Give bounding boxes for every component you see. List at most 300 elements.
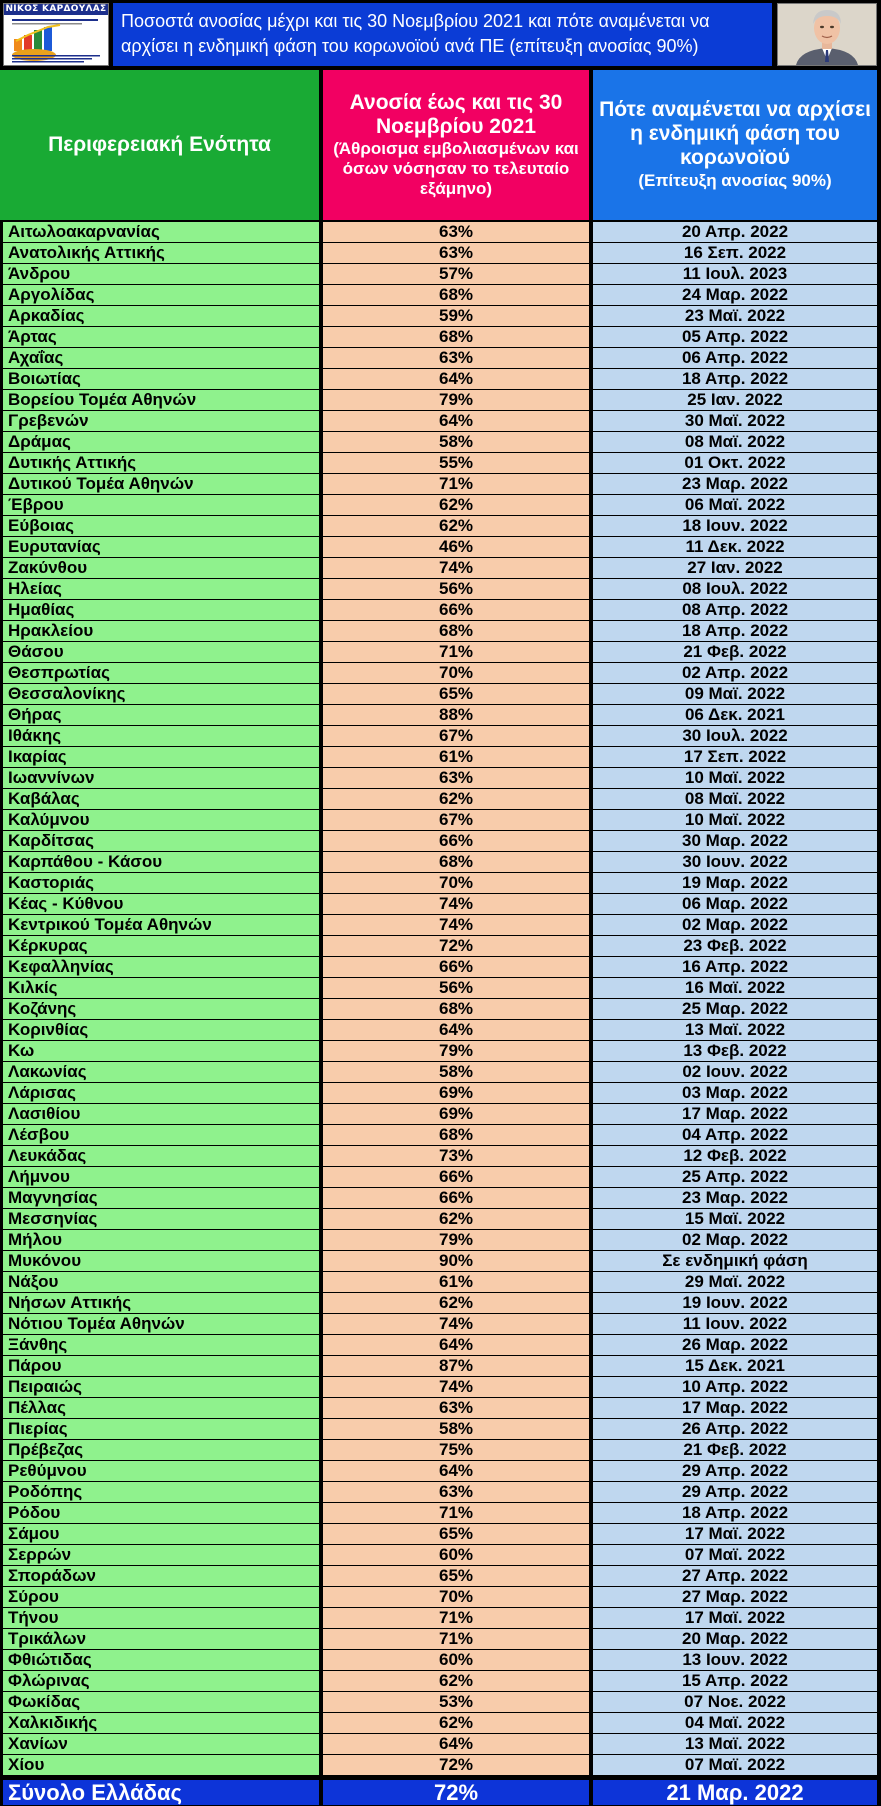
endemic-date-cell: 16 Απρ. 2022 <box>593 957 877 977</box>
immunity-cell: 63% <box>323 348 589 368</box>
region-cell: Αργολίδας <box>3 285 319 305</box>
endemic-date-cell: 20 Μαρ. 2022 <box>593 1629 877 1649</box>
endemic-date-cell: 10 Μαϊ. 2022 <box>593 768 877 788</box>
table-row <box>0 957 881 978</box>
table-row <box>0 1524 881 1545</box>
table-row <box>0 1230 881 1251</box>
logo-name: ΝΙΚΟΣ ΚΑΡΔΟΥΛΑΣ <box>5 4 107 14</box>
region-cell: Χανίων <box>3 1734 319 1754</box>
immunity-cell: 59% <box>323 306 589 326</box>
endemic-date-cell: 29 Απρ. 2022 <box>593 1482 877 1502</box>
table-row <box>0 1125 881 1146</box>
region-cell: Καβάλας <box>3 789 319 809</box>
region-cell: Άρτας <box>3 327 319 347</box>
immunity-cell: 53% <box>323 1692 589 1712</box>
endemic-date-cell: 21 Φεβ. 2022 <box>593 1440 877 1460</box>
table-row <box>0 1188 881 1209</box>
endemic-date-cell: 02 Ιουν. 2022 <box>593 1062 877 1082</box>
region-cell: Πιερίας <box>3 1419 319 1439</box>
endemic-date-cell: 07 Μαϊ. 2022 <box>593 1755 877 1775</box>
endemic-date-cell: 03 Μαρ. 2022 <box>593 1083 877 1103</box>
immunity-cell: 72% <box>323 1755 589 1775</box>
endemic-date-cell: 30 Μαϊ. 2022 <box>593 411 877 431</box>
immunity-cell: 62% <box>323 1293 589 1313</box>
table-row <box>0 1734 881 1755</box>
region-cell: Καρδίτσας <box>3 831 319 851</box>
immunity-cell: 66% <box>323 1188 589 1208</box>
endemic-date-cell: 29 Μαϊ. 2022 <box>593 1272 877 1292</box>
region-cell: Ζακύνθου <box>3 558 319 578</box>
immunity-cell: 70% <box>323 1587 589 1607</box>
endemic-date-cell: 02 Μαρ. 2022 <box>593 1230 877 1250</box>
table-row <box>0 1146 881 1167</box>
table-row <box>0 1419 881 1440</box>
endemic-date-cell: 27 Ιαν. 2022 <box>593 558 877 578</box>
immunity-cell: 69% <box>323 1083 589 1103</box>
table-row <box>0 1167 881 1188</box>
author-logo <box>3 3 109 66</box>
immunity-cell: 66% <box>323 1167 589 1187</box>
immunity-cell: 70% <box>323 663 589 683</box>
endemic-date-cell: 29 Απρ. 2022 <box>593 1461 877 1481</box>
region-cell: Λακωνίας <box>3 1062 319 1082</box>
immunity-cell: 58% <box>323 1062 589 1082</box>
immunity-cell: 65% <box>323 684 589 704</box>
logo-chart-graphic <box>4 15 108 65</box>
table-row <box>0 327 881 348</box>
table-row <box>0 1608 881 1629</box>
region-cell: Πέλλας <box>3 1398 319 1418</box>
region-cell: Ιωαννίνων <box>3 768 319 788</box>
immunity-cell: 74% <box>323 894 589 914</box>
endemic-date-cell: 08 Μαϊ. 2022 <box>593 789 877 809</box>
table-row <box>0 432 881 453</box>
table-row <box>0 621 881 642</box>
table-row <box>0 243 881 264</box>
endemic-date-cell: 15 Απρ. 2022 <box>593 1671 877 1691</box>
table-row <box>0 1545 881 1566</box>
endemic-date-cell: 17 Μαρ. 2022 <box>593 1398 877 1418</box>
region-cell: Βορείου Τομέα Αθηνών <box>3 390 319 410</box>
endemic-date-cell: 15 Δεκ. 2021 <box>593 1356 877 1376</box>
table-row <box>0 306 881 327</box>
endemic-date-cell: 08 Ιουλ. 2022 <box>593 579 877 599</box>
region-cell: Καλύμνου <box>3 810 319 830</box>
endemic-date-cell: 30 Μαρ. 2022 <box>593 831 877 851</box>
immunity-cell: 57% <box>323 264 589 284</box>
immunity-cell: 63% <box>323 1398 589 1418</box>
immunity-cell: 56% <box>323 978 589 998</box>
endemic-date-cell: 13 Φεβ. 2022 <box>593 1041 877 1061</box>
table-row <box>0 1503 881 1524</box>
table-row <box>0 1440 881 1461</box>
region-cell: Θήρας <box>3 705 319 725</box>
immunity-cell: 68% <box>323 852 589 872</box>
table-row <box>0 579 881 600</box>
immunity-cell: 73% <box>323 1146 589 1166</box>
immunity-cell: 68% <box>323 1125 589 1145</box>
immunity-cell: 63% <box>323 768 589 788</box>
region-cell: Φωκίδας <box>3 1692 319 1712</box>
endemic-date-cell: 11 Ιουλ. 2023 <box>593 264 877 284</box>
column-header-immunity <box>323 70 589 220</box>
immunity-cell: 58% <box>323 432 589 452</box>
endemic-date-cell: 05 Απρ. 2022 <box>593 327 877 347</box>
region-cell: Μυκόνου <box>3 1251 319 1271</box>
region-cell: Πρέβεζας <box>3 1440 319 1460</box>
immunity-cell: 63% <box>323 243 589 263</box>
region-cell: Φλώρινας <box>3 1671 319 1691</box>
immunity-cell: 68% <box>323 285 589 305</box>
region-cell: Αχαΐας <box>3 348 319 368</box>
endemic-date-cell: 18 Απρ. 2022 <box>593 369 877 389</box>
immunity-cell: 79% <box>323 390 589 410</box>
immunity-cell: 62% <box>323 516 589 536</box>
immunity-cell: 63% <box>323 1482 589 1502</box>
endemic-date-cell: 08 Απρ. 2022 <box>593 600 877 620</box>
immunity-cell: 69% <box>323 1104 589 1124</box>
table-row <box>0 726 881 747</box>
region-cell: Ροδόπης <box>3 1482 319 1502</box>
table-row <box>0 894 881 915</box>
endemic-date-cell: 07 Μαϊ. 2022 <box>593 1545 877 1565</box>
region-cell: Σποράδων <box>3 1566 319 1586</box>
column-header-immunity-title: Ανοσία έως και τις 30 Νοεμβρίου 2021 <box>349 91 563 138</box>
immunity-cell: 71% <box>323 642 589 662</box>
region-cell: Σάμου <box>3 1524 319 1544</box>
table-row <box>0 873 881 894</box>
region-cell: Αρκαδίας <box>3 306 319 326</box>
table-row <box>0 348 881 369</box>
table-row <box>0 1692 881 1713</box>
region-cell: Ημαθίας <box>3 600 319 620</box>
endemic-date-cell: 23 Μαρ. 2022 <box>593 1188 877 1208</box>
table-row <box>0 1293 881 1314</box>
endemic-date-cell: 30 Ιουν. 2022 <box>593 852 877 872</box>
endemic-date-cell: 26 Απρ. 2022 <box>593 1419 877 1439</box>
endemic-date-cell: 24 Μαρ. 2022 <box>593 285 877 305</box>
region-cell: Λήμνου <box>3 1167 319 1187</box>
endemic-date-cell: 02 Απρ. 2022 <box>593 663 877 683</box>
region-cell: Άνδρου <box>3 264 319 284</box>
table-row <box>0 1482 881 1503</box>
endemic-date-cell: 08 Μαϊ. 2022 <box>593 432 877 452</box>
table-row <box>0 1587 881 1608</box>
table-body <box>0 222 881 1776</box>
region-cell: Ανατολικής Αττικής <box>3 243 319 263</box>
endemic-date-cell: 16 Σεπ. 2022 <box>593 243 877 263</box>
region-cell: Γρεβενών <box>3 411 319 431</box>
endemic-date-cell: 25 Απρ. 2022 <box>593 1167 877 1187</box>
immunity-cell: 68% <box>323 621 589 641</box>
region-cell: Μήλου <box>3 1230 319 1250</box>
region-cell: Νότιου Τομέα Αθηνών <box>3 1314 319 1334</box>
immunity-cell: 67% <box>323 810 589 830</box>
table-row <box>0 285 881 306</box>
region-cell: Αιτωλοακαρνανίας <box>3 222 319 242</box>
endemic-date-cell: 12 Φεβ. 2022 <box>593 1146 877 1166</box>
endemic-date-cell: 10 Απρ. 2022 <box>593 1377 877 1397</box>
region-cell: Κέας - Κύθνου <box>3 894 319 914</box>
immunity-cell: 55% <box>323 453 589 473</box>
immunity-cell: 64% <box>323 1020 589 1040</box>
table-row <box>0 1272 881 1293</box>
region-cell: Καρπάθου - Κάσου <box>3 852 319 872</box>
endemic-date-cell: Σε ενδημική φάση <box>593 1251 877 1271</box>
immunity-cell: 62% <box>323 1671 589 1691</box>
region-cell: Ξάνθης <box>3 1335 319 1355</box>
table-row <box>0 1671 881 1692</box>
region-cell: Σύρου <box>3 1587 319 1607</box>
total-date: 21 Μαρ. 2022 <box>593 1780 877 1805</box>
table-row <box>0 1356 881 1377</box>
endemic-date-cell: 15 Μαϊ. 2022 <box>593 1209 877 1229</box>
immunity-cell: 61% <box>323 747 589 767</box>
immunity-cell: 56% <box>323 579 589 599</box>
immunity-cell: 62% <box>323 495 589 515</box>
table-row <box>0 1629 881 1650</box>
immunity-cell: 71% <box>323 1608 589 1628</box>
region-cell: Φθιώτιδας <box>3 1650 319 1670</box>
immunity-cell: 68% <box>323 999 589 1019</box>
endemic-date-cell: 19 Μαρ. 2022 <box>593 873 877 893</box>
table-row <box>0 1650 881 1671</box>
immunity-cell: 68% <box>323 327 589 347</box>
endemic-date-cell: 06 Δεκ. 2021 <box>593 705 877 725</box>
endemic-date-cell: 13 Μαϊ. 2022 <box>593 1020 877 1040</box>
immunity-cell: 62% <box>323 1209 589 1229</box>
endemic-date-cell: 18 Απρ. 2022 <box>593 621 877 641</box>
endemic-date-cell: 06 Μαϊ. 2022 <box>593 495 877 515</box>
region-cell: Ικαρίας <box>3 747 319 767</box>
immunity-cell: 61% <box>323 1272 589 1292</box>
endemic-date-cell: 30 Ιουλ. 2022 <box>593 726 877 746</box>
region-cell: Μεσσηνίας <box>3 1209 319 1229</box>
immunity-cell: 88% <box>323 705 589 725</box>
immunity-cell: 74% <box>323 1314 589 1334</box>
region-cell: Λασιθίου <box>3 1104 319 1124</box>
region-cell: Κεντρικού Τομέα Αθηνών <box>3 915 319 935</box>
total-row <box>0 1780 881 1806</box>
immunity-cell: 63% <box>323 222 589 242</box>
immunity-cell: 64% <box>323 1734 589 1754</box>
table-row <box>0 915 881 936</box>
table-row <box>0 1398 881 1419</box>
immunity-cell: 62% <box>323 789 589 809</box>
endemic-date-cell: 11 Ιουν. 2022 <box>593 1314 877 1334</box>
table-row <box>0 1755 881 1776</box>
endemic-date-cell: 18 Απρ. 2022 <box>593 1503 877 1523</box>
region-cell: Θεσπρωτίας <box>3 663 319 683</box>
table-row <box>0 747 881 768</box>
author-photo <box>777 3 877 66</box>
endemic-date-cell: 06 Μαρ. 2022 <box>593 894 877 914</box>
table-row <box>0 1314 881 1335</box>
immunity-cell: 58% <box>323 1419 589 1439</box>
endemic-date-cell: 04 Μαϊ. 2022 <box>593 1713 877 1733</box>
table-row <box>0 663 881 684</box>
immunity-cell: 66% <box>323 831 589 851</box>
region-cell: Πειραιώς <box>3 1377 319 1397</box>
endemic-date-cell: 13 Μαϊ. 2022 <box>593 1734 877 1754</box>
region-cell: Τήνου <box>3 1608 319 1628</box>
region-cell: Κεφαλληνίας <box>3 957 319 977</box>
table-row <box>0 1020 881 1041</box>
table-row <box>0 1104 881 1125</box>
table-row <box>0 1062 881 1083</box>
endemic-date-cell: 01 Οκτ. 2022 <box>593 453 877 473</box>
immunity-cell: 79% <box>323 1041 589 1061</box>
region-cell: Βοιωτίας <box>3 369 319 389</box>
immunity-cell: 60% <box>323 1545 589 1565</box>
table-row <box>0 537 881 558</box>
total-immunity: 72% <box>323 1780 589 1805</box>
immunity-cell: 65% <box>323 1566 589 1586</box>
table-row <box>0 516 881 537</box>
endemic-date-cell: 02 Μαρ. 2022 <box>593 915 877 935</box>
region-cell: Θεσσαλονίκης <box>3 684 319 704</box>
header <box>0 0 881 70</box>
region-cell: Κορινθίας <box>3 1020 319 1040</box>
table-row <box>0 831 881 852</box>
region-cell: Ηρακλείου <box>3 621 319 641</box>
table-row <box>0 264 881 285</box>
table-row <box>0 1377 881 1398</box>
region-cell: Νάξου <box>3 1272 319 1292</box>
immunity-cell: 71% <box>323 1503 589 1523</box>
region-cell: Κω <box>3 1041 319 1061</box>
region-cell: Κέρκυρας <box>3 936 319 956</box>
region-cell: Κοζάνης <box>3 999 319 1019</box>
endemic-date-cell: 17 Μαρ. 2022 <box>593 1104 877 1124</box>
endemic-date-cell: 21 Φεβ. 2022 <box>593 642 877 662</box>
table-row <box>0 369 881 390</box>
region-cell: Έβρου <box>3 495 319 515</box>
column-header-endemic-subtitle: (Επίτευξη ανοσίας 90%) <box>638 171 832 190</box>
endemic-date-cell: 25 Ιαν. 2022 <box>593 390 877 410</box>
region-cell: Μαγνησίας <box>3 1188 319 1208</box>
region-cell: Δυτικής Αττικής <box>3 453 319 473</box>
immunity-cell: 62% <box>323 1713 589 1733</box>
immunity-cell: 74% <box>323 558 589 578</box>
table-row <box>0 390 881 411</box>
endemic-date-cell: 06 Απρ. 2022 <box>593 348 877 368</box>
endemic-date-cell: 09 Μαϊ. 2022 <box>593 684 877 704</box>
region-cell: Ρόδου <box>3 1503 319 1523</box>
endemic-date-cell: 04 Απρ. 2022 <box>593 1125 877 1145</box>
table-row <box>0 1251 881 1272</box>
table-row <box>0 222 881 243</box>
region-cell: Ηλείας <box>3 579 319 599</box>
immunity-cell: 66% <box>323 957 589 977</box>
table-row <box>0 642 881 663</box>
region-cell: Χαλκιδικής <box>3 1713 319 1733</box>
immunity-cell: 87% <box>323 1356 589 1376</box>
endemic-date-cell: 17 Σεπ. 2022 <box>593 747 877 767</box>
region-cell: Πάρου <box>3 1356 319 1376</box>
immunity-cell: 71% <box>323 1629 589 1649</box>
table-row <box>0 1566 881 1587</box>
table-row <box>0 495 881 516</box>
endemic-date-cell: 07 Νοε. 2022 <box>593 1692 877 1712</box>
region-cell: Τρικάλων <box>3 1629 319 1649</box>
table-row <box>0 768 881 789</box>
table-row <box>0 810 881 831</box>
endemic-date-cell: 20 Απρ. 2022 <box>593 222 877 242</box>
immunity-cell: 64% <box>323 1461 589 1481</box>
endemic-date-cell: 27 Μαρ. 2022 <box>593 1587 877 1607</box>
immunity-cell: 74% <box>323 915 589 935</box>
column-header-endemic <box>593 70 877 220</box>
table-row <box>0 684 881 705</box>
immunity-cell: 70% <box>323 873 589 893</box>
immunity-cell: 64% <box>323 1335 589 1355</box>
table-row <box>0 1713 881 1734</box>
column-header-region-label: Περιφερειακή Ενότητα <box>48 133 271 156</box>
region-cell: Ρεθύμνου <box>3 1461 319 1481</box>
region-cell: Σερρών <box>3 1545 319 1565</box>
table-row <box>0 1209 881 1230</box>
table-row <box>0 1461 881 1482</box>
immunity-cell: 67% <box>323 726 589 746</box>
page-title: Ποσοστά ανοσίας μέχρι και τις 30 Νοεμβρίου 2021 και πότε αναμένεται να αρχίσει η ενδημική φάση του κορωνοϊού ανά ΠΕ (επίτευξη ανοσίας 90%) <box>113 3 772 66</box>
column-header-endemic-title: Πότε αναμένεται να αρχίσει η ενδημική φάση του κορωνοϊού <box>599 98 871 169</box>
region-cell: Εύβοιας <box>3 516 319 536</box>
endemic-date-cell: 16 Μαϊ. 2022 <box>593 978 877 998</box>
immunity-cell: 64% <box>323 411 589 431</box>
immunity-cell: 66% <box>323 600 589 620</box>
table-row <box>0 600 881 621</box>
region-cell: Καστοριάς <box>3 873 319 893</box>
table-row <box>0 852 881 873</box>
table-row <box>0 789 881 810</box>
endemic-date-cell: 23 Φεβ. 2022 <box>593 936 877 956</box>
endemic-date-cell: 18 Ιουν. 2022 <box>593 516 877 536</box>
region-cell: Λευκάδας <box>3 1146 319 1166</box>
immunity-cell: 65% <box>323 1524 589 1544</box>
immunity-cell: 64% <box>323 369 589 389</box>
immunity-cell: 74% <box>323 1377 589 1397</box>
immunity-cell: 60% <box>323 1650 589 1670</box>
immunity-cell: 90% <box>323 1251 589 1271</box>
endemic-date-cell: 25 Μαρ. 2022 <box>593 999 877 1019</box>
immunity-cell: 46% <box>323 537 589 557</box>
region-cell: Λάρισας <box>3 1083 319 1103</box>
table-row <box>0 1335 881 1356</box>
table-row <box>0 1083 881 1104</box>
endemic-date-cell: 27 Απρ. 2022 <box>593 1566 877 1586</box>
total-region: Σύνολο Ελλάδας <box>3 1780 319 1805</box>
endemic-date-cell: 17 Μαϊ. 2022 <box>593 1608 877 1628</box>
endemic-date-cell: 19 Ιουν. 2022 <box>593 1293 877 1313</box>
column-header-immunity-subtitle: (Άθροισμα εμβολιασμένων και όσων νόσησαν το τελευταίο εξάμηνο) <box>333 139 579 198</box>
table-row <box>0 936 881 957</box>
table-row <box>0 705 881 726</box>
region-cell: Θάσου <box>3 642 319 662</box>
column-header-region <box>0 70 319 220</box>
region-cell: Κιλκίς <box>3 978 319 998</box>
endemic-date-cell: 10 Μαϊ. 2022 <box>593 810 877 830</box>
region-cell: Ιθάκης <box>3 726 319 746</box>
table-row <box>0 411 881 432</box>
immunity-cell: 71% <box>323 474 589 494</box>
endemic-date-cell: 23 Μαρ. 2022 <box>593 474 877 494</box>
immunity-cell: 72% <box>323 936 589 956</box>
endemic-date-cell: 13 Ιουν. 2022 <box>593 1650 877 1670</box>
table-row <box>0 558 881 579</box>
table-row <box>0 474 881 495</box>
region-cell: Χίου <box>3 1755 319 1775</box>
